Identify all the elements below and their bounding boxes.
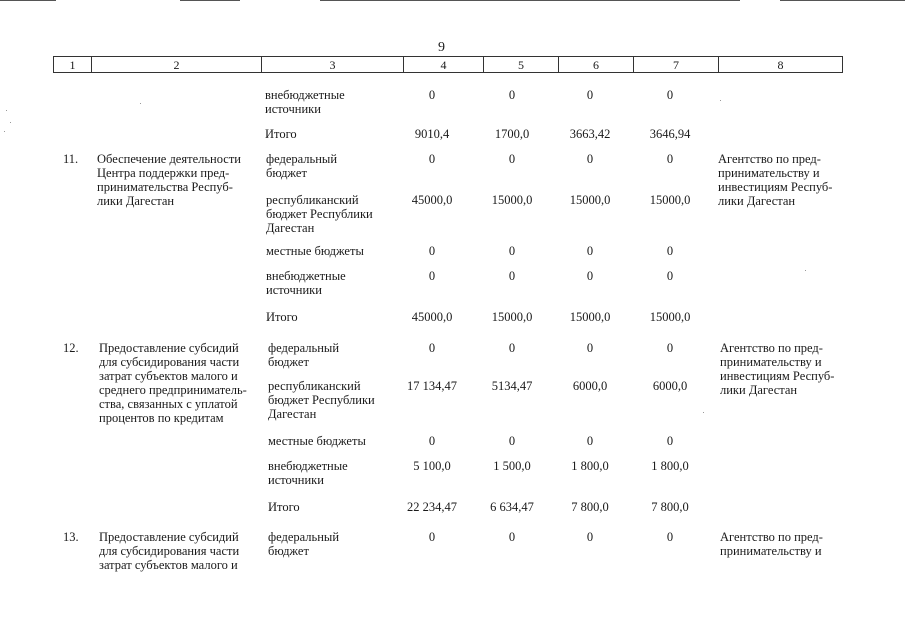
amount-cell: 0 bbox=[428, 244, 436, 258]
amount-cell: 45000,0 bbox=[411, 310, 453, 324]
amount-cell: 1 500,0 bbox=[493, 459, 531, 473]
amount-cell: 0 bbox=[666, 152, 674, 166]
scan-speck bbox=[140, 103, 141, 104]
amount-cell: 0 bbox=[666, 88, 674, 102]
amount-cell: 5 100,0 bbox=[413, 459, 451, 473]
column-header: 7 bbox=[634, 57, 719, 73]
amount-cell: 1 800,0 bbox=[651, 459, 689, 473]
funding-source-cell: внебюджетные источники bbox=[266, 269, 346, 297]
amount-cell: 0 bbox=[586, 341, 594, 355]
funding-source-cell: местные бюджеты bbox=[268, 434, 366, 448]
amount-cell: 0 bbox=[666, 244, 674, 258]
amount-cell: 0 bbox=[508, 434, 516, 448]
scan-speck bbox=[720, 100, 721, 101]
amount-cell: 1 800,0 bbox=[571, 459, 609, 473]
column-header-table bbox=[53, 56, 843, 73]
column-header: 8 bbox=[719, 57, 843, 73]
amount-cell: 22 234,47 bbox=[407, 500, 457, 514]
amount-cell: 0 bbox=[508, 88, 516, 102]
funding-source-cell: внебюджетные источники bbox=[265, 88, 345, 116]
item-name: Предоставление субсидий для субсидирования части затрат субъектов малого и среднего предприниматель- ства, связанных с уплатой процентов по кредитам bbox=[99, 341, 247, 425]
column-header: 6 bbox=[559, 57, 634, 73]
executor-cell: Агентство по пред- принимательству и bbox=[720, 530, 823, 558]
amount-cell: 3646,94 bbox=[649, 127, 691, 141]
page-number: 9 bbox=[438, 40, 445, 55]
amount-cell: 15000,0 bbox=[491, 193, 533, 207]
amount-cell: 0 bbox=[586, 269, 594, 283]
funding-source-cell: республиканский бюджет Республики Дагестан bbox=[268, 379, 375, 421]
scan-edge-line bbox=[0, 0, 56, 1]
scan-speck bbox=[10, 122, 11, 123]
amount-cell: 0 bbox=[508, 152, 516, 166]
amount-cell: 0 bbox=[428, 341, 436, 355]
column-header: 1 bbox=[54, 57, 92, 73]
amount-cell: 0 bbox=[586, 530, 594, 544]
amount-cell: 3663,42 bbox=[569, 127, 611, 141]
amount-cell: 6000,0 bbox=[572, 379, 608, 393]
executor-cell: Агентство по пред- принимательству и инвестициям Респуб- лики Дагестан bbox=[718, 152, 833, 208]
amount-cell: 0 bbox=[428, 152, 436, 166]
amount-cell: 0 bbox=[666, 341, 674, 355]
scan-edge-line bbox=[320, 0, 740, 1]
funding-source-cell: федеральный бюджет bbox=[266, 152, 338, 180]
amount-cell: 0 bbox=[508, 530, 516, 544]
executor-cell: Агентство по пред- принимательству и инвестициям Респуб- лики Дагестан bbox=[720, 341, 835, 397]
funding-source-cell: Итого bbox=[268, 500, 300, 514]
amount-cell: 45000,0 bbox=[411, 193, 453, 207]
scan-edge-line bbox=[180, 0, 240, 1]
amount-cell: 0 bbox=[586, 244, 594, 258]
amount-cell: 15000,0 bbox=[649, 310, 691, 324]
amount-cell: 6 634,47 bbox=[490, 500, 534, 514]
scan-speck bbox=[805, 270, 806, 271]
funding-source-cell: федеральный бюджет bbox=[268, 530, 340, 558]
item-number: 13. bbox=[63, 530, 79, 544]
scan-speck bbox=[4, 131, 5, 132]
amount-cell: 0 bbox=[508, 269, 516, 283]
amount-cell: 0 bbox=[508, 341, 516, 355]
item-name: Предоставление субсидий для субсидирования части затрат субъектов малого и bbox=[99, 530, 240, 572]
amount-cell: 5134,47 bbox=[491, 379, 533, 393]
item-number: 12. bbox=[63, 341, 79, 355]
amount-cell: 0 bbox=[428, 269, 436, 283]
amount-cell: 7 800,0 bbox=[571, 500, 609, 514]
amount-cell: 0 bbox=[428, 88, 436, 102]
amount-cell: 0 bbox=[666, 530, 674, 544]
item-name: Обеспечение деятельности Центра поддержки пред- принимательства Респуб- лики Дагестан bbox=[97, 152, 242, 208]
amount-cell: 0 bbox=[428, 434, 436, 448]
column-header: 4 bbox=[404, 57, 484, 73]
amount-cell: 7 800,0 bbox=[651, 500, 689, 514]
amount-cell: 17 134,47 bbox=[407, 379, 457, 393]
scan-edge-line bbox=[780, 0, 905, 1]
column-header: 2 bbox=[92, 57, 262, 73]
amount-cell: 0 bbox=[586, 152, 594, 166]
column-header: 3 bbox=[262, 57, 404, 73]
funding-source-cell: федеральный бюджет bbox=[268, 341, 340, 369]
amount-cell: 0 bbox=[586, 88, 594, 102]
amount-cell: 0 bbox=[666, 434, 674, 448]
amount-cell: 0 bbox=[666, 269, 674, 283]
funding-source-cell: Итого bbox=[266, 310, 298, 324]
amount-cell: 1700,0 bbox=[494, 127, 530, 141]
funding-source-cell: внебюджетные источники bbox=[268, 459, 348, 487]
funding-source-cell: Итого bbox=[265, 127, 297, 141]
scan-speck bbox=[6, 110, 7, 111]
funding-source-cell: республиканский бюджет Республики Дагестан bbox=[266, 193, 373, 235]
item-number: 11. bbox=[63, 152, 79, 166]
amount-cell: 0 bbox=[508, 244, 516, 258]
column-header: 5 bbox=[484, 57, 559, 73]
amount-cell: 0 bbox=[586, 434, 594, 448]
amount-cell: 0 bbox=[428, 530, 436, 544]
amount-cell: 6000,0 bbox=[652, 379, 688, 393]
scan-speck bbox=[703, 412, 704, 413]
amount-cell: 15000,0 bbox=[569, 310, 611, 324]
amount-cell: 9010,4 bbox=[414, 127, 450, 141]
amount-cell: 15000,0 bbox=[569, 193, 611, 207]
amount-cell: 15000,0 bbox=[649, 193, 691, 207]
funding-source-cell: местные бюджеты bbox=[266, 244, 364, 258]
amount-cell: 15000,0 bbox=[491, 310, 533, 324]
